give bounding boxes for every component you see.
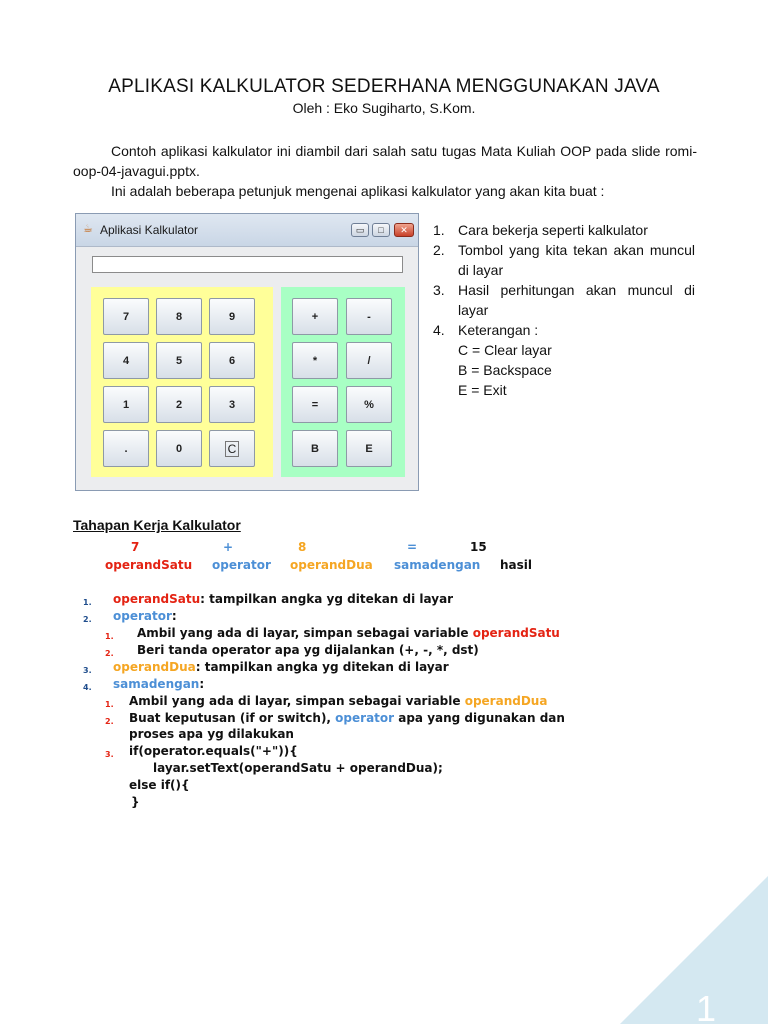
key-clear-label: C <box>225 441 240 457</box>
window-title: Aplikasi Kalkulator <box>100 223 199 237</box>
list-item: 4. samadengan: <box>83 677 205 692</box>
key-7[interactable]: 7 <box>103 298 149 335</box>
legend-exit: E = Exit <box>458 382 507 398</box>
list-item: 2. operator: <box>83 609 177 624</box>
operator-keypad <box>281 287 405 477</box>
code-line: else if(){ <box>129 778 190 792</box>
list-item: 1. operandSatu: tampilkan angka yg ditekan di layar <box>83 592 454 607</box>
value-hasil: 15 <box>470 540 487 554</box>
legend-backspace: B = Backspace <box>458 362 552 378</box>
instructions-intro: Ini adalah beberapa petunjuk mengenai aplikasi kalkulator yang akan kita buat : <box>111 183 605 199</box>
label-operator: operator <box>212 558 271 572</box>
list-item: 3. if(operator.equals("+")){ <box>105 744 298 759</box>
value-operand-dua: 8 <box>298 540 307 554</box>
list-item: 3. Hasil perhitungan akan muncul di layar <box>433 282 695 318</box>
key-2[interactable]: 2 <box>156 386 202 423</box>
key-8[interactable]: 8 <box>156 298 202 335</box>
key-6[interactable]: 6 <box>209 342 255 379</box>
label-hasil: hasil <box>500 558 533 572</box>
key-clear[interactable] <box>209 430 255 467</box>
key-multiply[interactable]: * <box>292 342 338 379</box>
key-0[interactable]: 0 <box>156 430 202 467</box>
label-samadengan: samadengan <box>394 558 481 572</box>
key-4[interactable]: 4 <box>103 342 149 379</box>
document-author: Oleh : Eko Sugiharto, S.Kom. <box>292 100 476 116</box>
key-decimal[interactable]: . <box>103 430 149 467</box>
list-item: 2. Buat keputusan (if or switch), operator apa yang digunakan dan <box>105 711 565 726</box>
maximize-button[interactable]: □ <box>372 223 390 237</box>
list-item: 1. Cara bekerja seperti kalkulator <box>433 222 648 238</box>
document-title: APLIKASI KALKULATOR SEDERHANA MENGGUNAKAN JAVA <box>108 76 660 97</box>
key-backspace[interactable]: B <box>292 430 338 467</box>
calculator-display[interactable] <box>92 256 403 273</box>
key-plus[interactable]: + <box>292 298 338 335</box>
list-item: 4. Keterangan : <box>433 322 539 338</box>
corner-decoration <box>620 876 768 1024</box>
section-heading: Tahapan Kerja Kalkulator <box>73 517 241 533</box>
intro-paragraph: Contoh aplikasi kalkulator ini diambil dari salah satu tugas Mata Kuliah OOP pada slide romi-oop-04-javagui.pptx. <box>73 143 697 179</box>
minimize-button[interactable]: ▭ <box>351 223 369 237</box>
java-cup-icon: ☕ <box>83 223 93 235</box>
window-titlebar <box>76 214 418 247</box>
calculator-window <box>75 213 419 491</box>
list-item-continuation: proses apa yg dilakukan <box>129 727 294 741</box>
key-3[interactable]: 3 <box>209 386 255 423</box>
legend-clear: C = Clear layar <box>458 342 552 358</box>
value-operator: + <box>223 540 234 554</box>
key-1[interactable]: 1 <box>103 386 149 423</box>
key-equals[interactable]: = <box>292 386 338 423</box>
label-operand-dua: operandDua <box>290 558 373 572</box>
list-item: 2. Beri tanda operator apa yg dijalankan (+, -, *, dst) <box>105 643 479 658</box>
list-item: 3. operandDua: tampilkan angka yg ditekan di layar <box>83 660 449 675</box>
key-minus[interactable]: - <box>346 298 392 335</box>
list-item: 1. Ambil yang ada di layar, simpan sebagai variable operandSatu <box>105 626 560 641</box>
page-number: 1 <box>695 988 716 1029</box>
code-line: layar.setText(operandSatu + operandDua); <box>153 761 443 775</box>
label-operand-satu: operandSatu <box>105 558 193 572</box>
close-button[interactable]: ✕ <box>394 223 414 237</box>
value-operand-satu: 7 <box>131 540 140 554</box>
key-percent[interactable]: % <box>346 386 392 423</box>
code-line: } <box>131 795 140 809</box>
key-exit[interactable]: E <box>346 430 392 467</box>
instructions-list <box>433 220 695 400</box>
value-samadengan: = <box>407 540 418 554</box>
list-item: 2. Tombol yang kita tekan akan muncul di layar <box>433 242 695 278</box>
key-9[interactable]: 9 <box>209 298 255 335</box>
key-divide[interactable]: / <box>346 342 392 379</box>
key-5[interactable]: 5 <box>156 342 202 379</box>
number-keypad <box>91 287 273 477</box>
list-item: 1. Ambil yang ada di layar, simpan sebagai variable operandDua <box>105 694 548 709</box>
